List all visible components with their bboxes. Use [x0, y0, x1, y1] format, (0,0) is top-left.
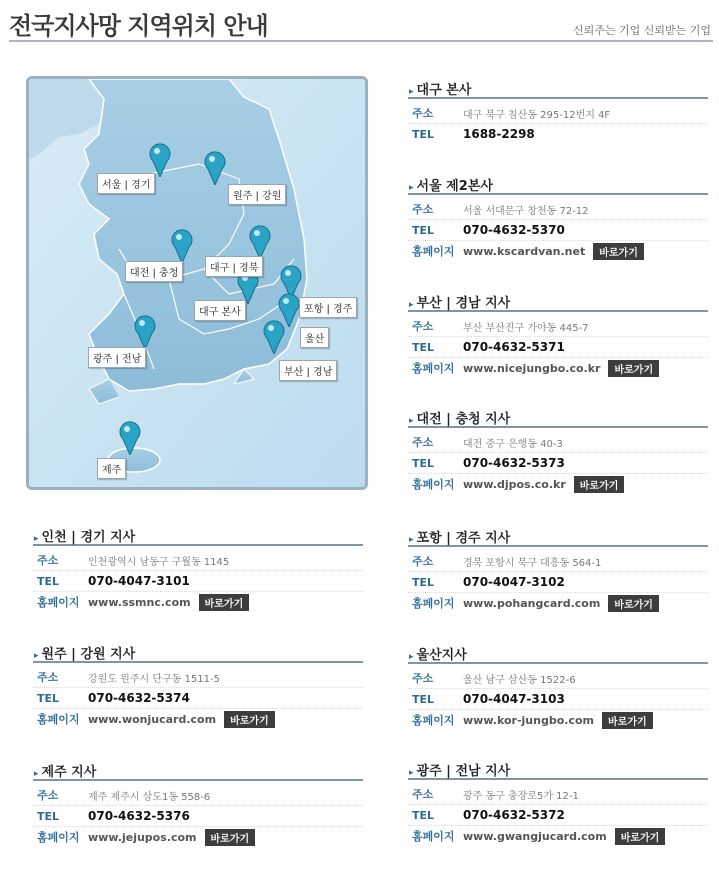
- map-pin-icon[interactable]: [170, 229, 194, 263]
- address-row: 주소 광주 동구 충장로5가 12-1: [408, 784, 708, 805]
- slogan: 신뢰주는 기업 신뢰받는 기업: [572, 24, 711, 37]
- tel-row: TEL 070-4047-3101: [33, 571, 363, 592]
- tel-row: TEL 070-4632-5374: [33, 688, 363, 709]
- tel-row: TEL 070-4047-3103: [408, 689, 708, 710]
- address-row: 주소 경북 포항시 북구 대흥동 564-1: [408, 551, 708, 572]
- branch-wonju: [33, 643, 363, 729]
- homepage-row: 홈페이지 www.ssmnc.com 바로가기: [33, 592, 363, 612]
- homepage-row: 홈페이지 www.gwangjucard.com 바로가기: [408, 826, 708, 846]
- arrow-icon: ▸: [409, 652, 414, 662]
- homepage-row: 홈페이지 www.kor-jungbo.com 바로가기: [408, 710, 708, 730]
- map-label-busan[interactable]: 부산 | 경남: [279, 360, 337, 381]
- map-label-seoul[interactable]: 서울 | 경기: [97, 173, 155, 194]
- map-pin-icon[interactable]: [118, 421, 142, 455]
- address-row: 주소 인천광역시 남동구 구월동 1145: [33, 550, 363, 571]
- branch-title: ▸ 제주 지사: [33, 761, 363, 781]
- branch-seoul: [408, 175, 708, 261]
- branch-gwangju: [408, 760, 708, 846]
- address-row: 주소 대전 중구 은행동 40-3: [408, 432, 708, 453]
- tel-row: TEL 070-4632-5376: [33, 806, 363, 827]
- homepage-link[interactable]: www.ssmnc.com: [88, 595, 191, 609]
- arrow-icon: ▸: [409, 768, 414, 778]
- address-row: 주소 부산 부산진구 가야동 445-7: [408, 316, 708, 337]
- branch-ulsan: [408, 644, 708, 730]
- tel-row: TEL 070-4632-5372: [408, 805, 708, 826]
- branch-title: ▸ 인천 | 경기 지사: [33, 526, 363, 546]
- map-pin-icon[interactable]: [262, 320, 286, 354]
- homepage-row: 홈페이지 www.pohangcard.com 바로가기: [408, 593, 708, 613]
- goto-button[interactable]: 바로가기: [199, 594, 250, 611]
- homepage-row: 홈페이지 www.jejupos.com 바로가기: [33, 827, 363, 847]
- map-label-daejeon[interactable]: 대전 | 충청: [125, 261, 183, 282]
- korea-map: [26, 76, 368, 490]
- address-row: 주소 대구 북구 침산동 295-12번지 4F: [408, 103, 708, 124]
- arrow-icon: ▸: [409, 535, 414, 545]
- arrow-icon: ▸: [409, 300, 414, 310]
- address-row: 주소 울산 남구 삼산동 1522-6: [408, 668, 708, 689]
- branch-daejeon: [408, 408, 708, 494]
- arrow-icon: ▸: [409, 183, 414, 193]
- goto-button[interactable]: 바로가기: [608, 360, 659, 377]
- arrow-icon: ▸: [34, 769, 39, 779]
- map-label-ulsan[interactable]: 울산: [300, 327, 329, 348]
- map-land: [29, 79, 365, 487]
- map-label-pohang[interactable]: 포항 | 경주: [299, 297, 357, 318]
- address-row: 주소 강원도 원주시 단구동 1511-5: [33, 667, 363, 688]
- branch-pohang: [408, 527, 708, 613]
- goto-button[interactable]: 바로가기: [205, 829, 256, 846]
- branch-incheon: [33, 526, 363, 612]
- homepage-link[interactable]: www.kor-jungbo.com: [463, 713, 594, 727]
- homepage-link[interactable]: www.kscardvan.net: [463, 244, 586, 258]
- map-pin-icon[interactable]: [248, 225, 272, 259]
- map-label-wonju[interactable]: 원주 | 강원: [228, 184, 286, 205]
- tel-row: TEL 070-4632-5371: [408, 337, 708, 358]
- branch-title: ▸ 대전 | 충청 지사: [408, 408, 708, 428]
- map-label-gwangju[interactable]: 광주 | 전남: [88, 347, 146, 368]
- tel-row: TEL 070-4632-5373: [408, 453, 708, 474]
- arrow-icon: ▸: [34, 651, 39, 661]
- arrow-icon: ▸: [34, 534, 39, 544]
- branch-daegu-hq: [408, 79, 708, 144]
- map-pin-icon[interactable]: [148, 143, 172, 177]
- homepage-link[interactable]: www.wonjucard.com: [88, 712, 217, 726]
- branch-busan: [408, 292, 708, 378]
- map-pin-icon[interactable]: [133, 315, 157, 349]
- homepage-row: 홈페이지 www.djpos.co.kr 바로가기: [408, 474, 708, 494]
- goto-button[interactable]: 바로가기: [615, 828, 666, 845]
- goto-button[interactable]: 바로가기: [602, 712, 653, 729]
- address-row: 주소 제주 제주시 삼도1동 558-6: [33, 785, 363, 806]
- arrow-icon: ▸: [409, 416, 414, 426]
- branch-title: ▸ 광주 | 전남 지사: [408, 760, 708, 780]
- branch-title: ▸ 부산 | 경남 지사: [408, 292, 708, 312]
- goto-button[interactable]: 바로가기: [593, 243, 644, 260]
- branch-title: ▸ 울산지사: [408, 644, 708, 664]
- homepage-link[interactable]: www.jejupos.com: [88, 830, 197, 844]
- branch-jeju: [33, 761, 363, 847]
- map-pin-icon[interactable]: [203, 151, 227, 185]
- homepage-link[interactable]: www.nicejungbo.co.kr: [463, 361, 601, 375]
- tel-row: TEL 070-4047-3102: [408, 572, 708, 593]
- tel-row: TEL 070-4632-5370: [408, 220, 708, 241]
- title-divider: [9, 40, 713, 42]
- homepage-link[interactable]: www.djpos.co.kr: [463, 477, 566, 491]
- map-label-jeju[interactable]: 제주: [97, 458, 126, 479]
- goto-button[interactable]: 바로가기: [608, 595, 659, 612]
- tel-row: TEL 1688-2298: [412, 127, 535, 141]
- arrow-icon: ▸: [409, 87, 414, 97]
- goto-button[interactable]: 바로가기: [224, 711, 275, 728]
- goto-button[interactable]: 바로가기: [574, 476, 625, 493]
- address-row: 주소 서울 서대문구 창천동 72-12: [408, 199, 708, 220]
- homepage-row: 홈페이지 www.nicejungbo.co.kr 바로가기: [408, 358, 708, 378]
- branch-title: ▸ 대구 본사: [408, 79, 708, 99]
- homepage-row: 홈페이지 www.wonjucard.com 바로가기: [33, 709, 363, 729]
- map-label-daegu[interactable]: 대구 | 경북: [205, 256, 263, 277]
- page-title: 전국지사망 지역위치 안내: [9, 12, 268, 40]
- branch-title: ▸ 원주 | 강원 지사: [33, 643, 363, 663]
- map-label-daegu-hq[interactable]: 대구 본사: [194, 300, 246, 321]
- homepage-link[interactable]: www.pohangcard.com: [463, 596, 601, 610]
- branch-title: ▸ 서울 제2본사: [408, 175, 708, 195]
- homepage-row: 홈페이지 www.kscardvan.net 바로가기: [408, 241, 708, 261]
- homepage-link[interactable]: www.gwangjucard.com: [463, 829, 607, 843]
- branch-title: ▸ 포항 | 경주 지사: [408, 527, 708, 547]
